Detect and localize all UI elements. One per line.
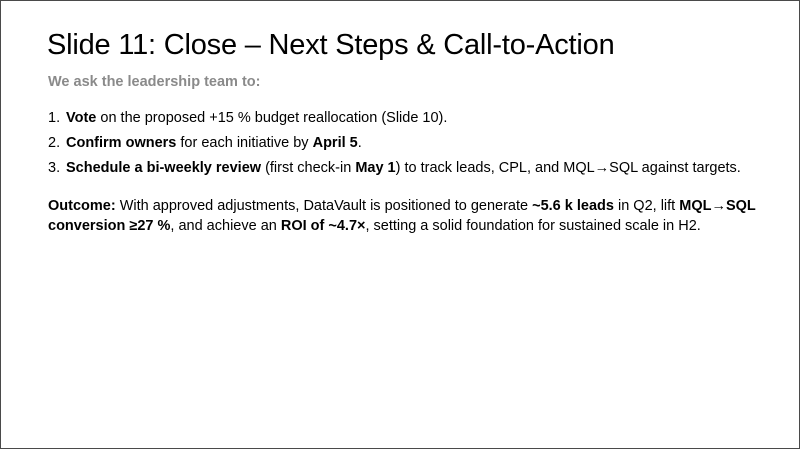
outcome-roi: ROI of ~4.7× <box>280 218 366 234</box>
list-item-number: 1. <box>48 110 61 126</box>
list-item <box>48 158 741 183</box>
outcome-leads: ~5.6 k leads <box>532 198 614 214</box>
list-item-bold-date: April 5 <box>312 135 358 151</box>
next-steps-list <box>48 108 741 183</box>
list-item-text <box>66 158 741 183</box>
list-item <box>48 133 741 158</box>
list-item-plain: for each initiative by <box>176 135 313 151</box>
outcome-paragraph <box>48 196 763 236</box>
list-item-plain-end: ) to track leads, CPL, and MQL→SQL against targets. <box>395 160 741 176</box>
list-item-plain: (first check-in <box>261 160 356 176</box>
list-item-bold: Vote <box>66 110 97 126</box>
outcome-text-2: in Q2, lift <box>613 198 680 214</box>
outcome-conversion: MQL→SQL conversion ≥27 % <box>48 198 756 234</box>
outcome-text-3: , and achieve an <box>170 218 281 234</box>
list-item-number: 2. <box>48 135 61 151</box>
list-item-text <box>66 133 362 158</box>
list-item-text <box>66 108 447 133</box>
slide-subtitle: We ask the leadership team to: <box>48 74 261 90</box>
slide-title: Slide 11: Close – Next Steps & Call-to-Action <box>47 29 615 61</box>
list-item-bold-date: May 1 <box>355 160 396 176</box>
outcome-label: Outcome: <box>48 198 116 214</box>
outcome-text-1: With approved adjustments, DataVault is positioned to generate <box>115 198 533 214</box>
list-item <box>48 108 741 133</box>
list-item-plain-end: . <box>357 135 362 151</box>
list-item-bold: Confirm owners <box>66 135 177 151</box>
outcome-text-4: , setting a solid foundation for sustained scale in H2. <box>365 218 701 234</box>
list-item-plain: on the proposed +15 % budget reallocation (Slide 10). <box>96 110 448 126</box>
list-item-number: 3. <box>48 160 61 176</box>
list-item-bold: Schedule a bi-weekly review <box>66 160 262 176</box>
